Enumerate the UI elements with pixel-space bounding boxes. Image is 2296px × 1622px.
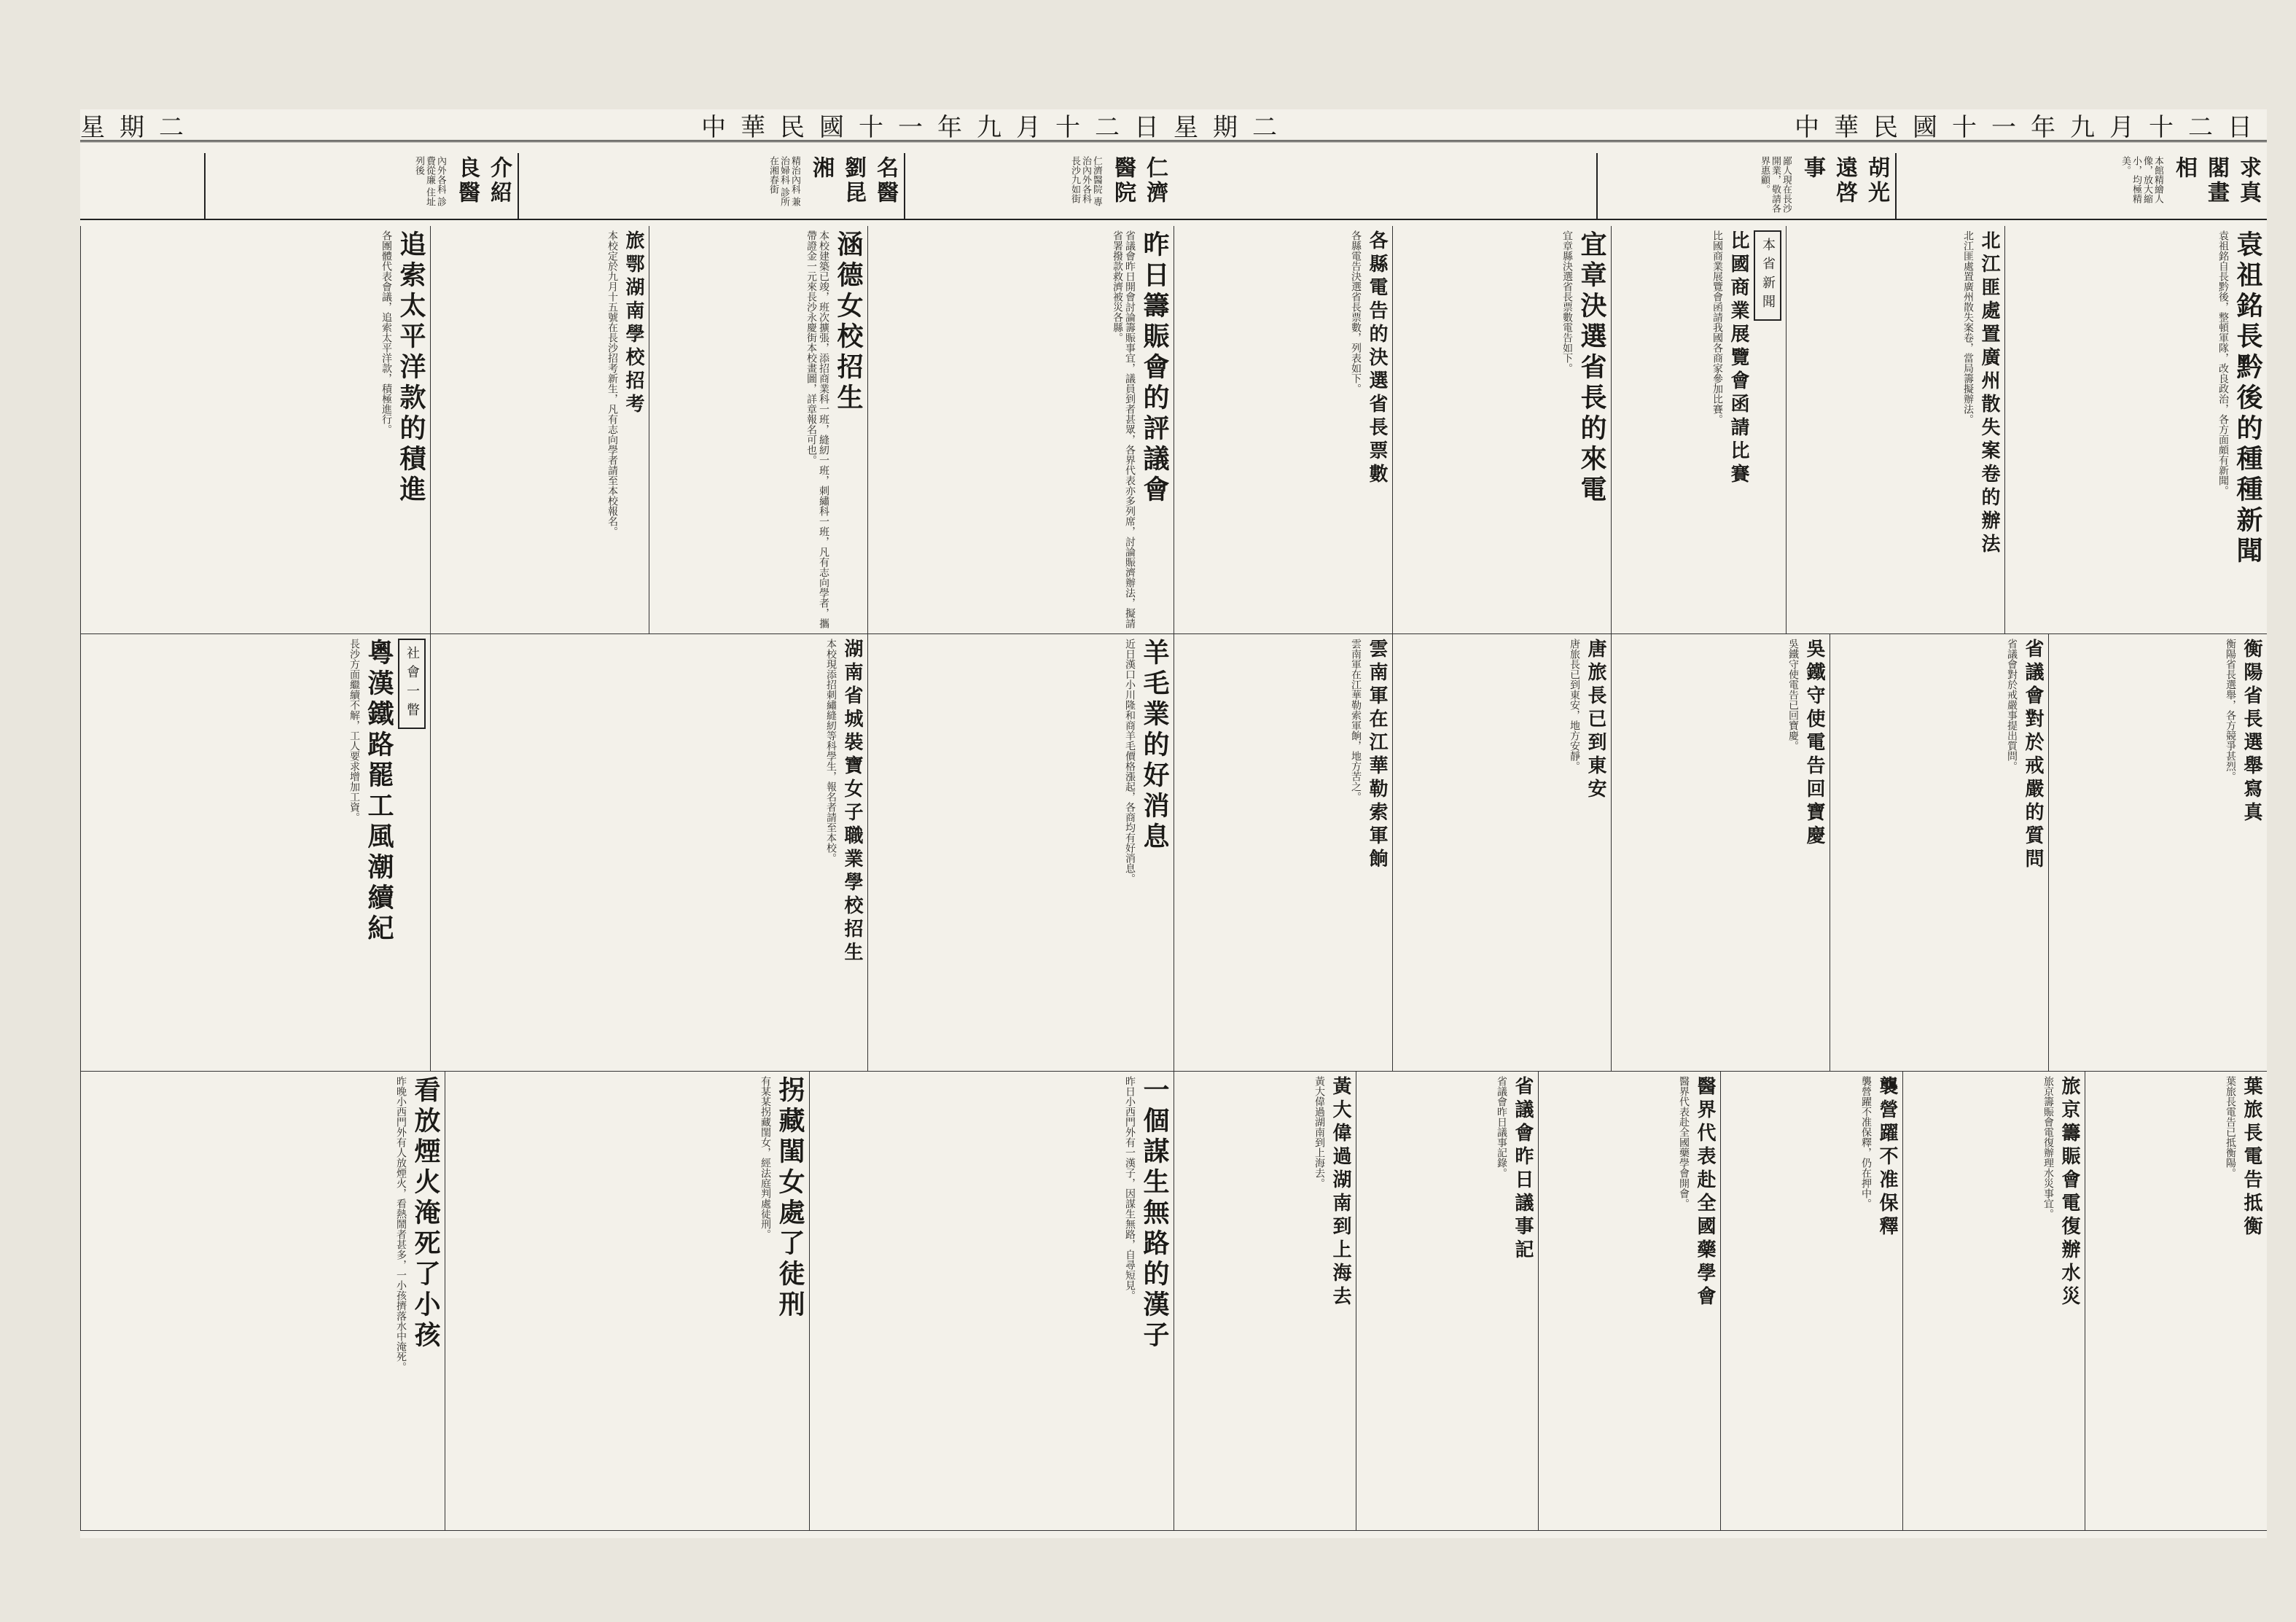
article: 省議會昨日議事記 省議會昨日議事記錄。 (1356, 1072, 1538, 1531)
article: 唐旅長已到東安 唐旅長已到東安，地方安靜。 (1392, 634, 1611, 1072)
article: 吳鐵守使電告回寶慶 吳鐵守使電告已回寶慶。 (1611, 634, 1830, 1072)
right-date: 中華民國十一年九月十二日 (1795, 112, 2267, 142)
ad-good-doctor: 介紹良醫 內外各科 診費從廉 住址列後 (204, 153, 518, 219)
article: 涵德女校招生 本校建築已竣，班次擴張，添招商業科一班，縫紉一班，刺繡科一班，凡有志向學者，攜帶證金一元來長沙永慶街本校畫圖，詳章報名可也。 (649, 226, 867, 634)
article: 看放煙火淹死了小孩 昨晚小西門外有人放煙火，看熱鬧者甚多，一小孩擠落水中淹死。 (80, 1072, 445, 1531)
article: 黃大偉過湖南到上海去 黃大偉過湖南到上海去。 (1174, 1072, 1356, 1531)
article: 旅京籌賑會電復辦水災 旅京籌賑會電復辦理水災事宜。 (1902, 1072, 2085, 1531)
article: 省議會對於戒嚴的質問 省議會對於戒嚴事提出質問。 (1830, 634, 2048, 1072)
section-label: 社會一瞥 (398, 639, 426, 729)
article: 宜章決選省長的來電 宜章縣決選省長票數電告如下。 (1392, 226, 1611, 634)
article: 追索太平洋款的積進 各團體代表會議，追索太平洋款，積極進行。 (80, 226, 430, 634)
article: 羊毛業的好消息 近日漢口小川隆和商羊毛價格漲起，各商均有好消息。 (867, 634, 1174, 1072)
left-date: 中華民國十一年九月十二日 (701, 112, 1174, 142)
article: 袁祖銘長黔後的種種新聞 袁祖銘自長黔後，整頓軍隊，改良政治，各方面頗有新聞。 (2004, 226, 2267, 634)
right-page (1174, 109, 2267, 1538)
article: 各縣電告的決選省長票數 各縣電告決選省長票數，列表如下。 (1174, 226, 1392, 634)
article: 湖南省城裝寶女子職業學校招生 本校現添招刺繡縫紉等科學生，報名者請至本校。 (430, 634, 867, 1072)
ad-hu-guangyuan: 胡光遠啓事 鄙人現在長沙開業，敬請各界惠顧。 (1596, 153, 1895, 219)
right-masthead (1174, 109, 2267, 142)
article: 拐藏閨女處了徒刑 有某某拐藏閨女，經法庭判處徒刑。 (445, 1072, 809, 1531)
right-body (1174, 226, 2267, 1531)
article: 本省新聞 比國商業展覽會函請比賽 比國商業展覽會函請我國各商家參加比賽。 (1611, 226, 1786, 634)
article: 社會一瞥 粵漢鐵路罷工風潮續紀 長沙方面繼續不解，工人要求增加工資。 (80, 634, 430, 1072)
left-page (80, 109, 1174, 1538)
article: 昨日籌賑會的評議會 省議會昨日開會討論籌賑事宜，議員到者甚眾，各界代表亦多列席，討論賑濟辦法，擬請省署撥款救濟被災各縣。 (867, 226, 1174, 634)
left-body (80, 226, 1174, 1531)
article: 一個謀生無路的漢子 昨日小西門外有一漢子，因謀生無路，自尋短見。 (809, 1072, 1174, 1531)
article: 葉旅長電告抵衡 葉旅長電告已抵衡陽。 (2085, 1072, 2267, 1531)
left-ad-bar (80, 153, 1174, 220)
article: 北江匪處置廣州散失案卷的辦法 北江匪處置廣州散失案卷，當局籌擬辦法。 (1786, 226, 2004, 634)
ad-renji-hospital: 仁濟醫院 仁濟醫院 專治內外各科 長沙九如街 (904, 153, 1174, 219)
article: 襲營躍不准保釋 襲營躍不准保釋，仍在押中。 (1720, 1072, 1902, 1531)
ad-liu-kunxiang: 名醫劉昆湘 精治內科 兼治婦科 診所在湘春街 (518, 153, 904, 219)
article: 衡陽省長選舉寫真 衡陽省長選舉，各方競爭甚烈。 (2048, 634, 2267, 1072)
section-label: 本省新聞 (1754, 230, 1781, 321)
article: 旅鄂湖南學校招考 本校定於九月十五號在長沙招考新生，凡有志向學者請至本校報名。 (430, 226, 649, 634)
article: 雲南軍在江華勒索軍餉 雲南軍在江華勒索軍餉，地方苦之。 (1174, 634, 1392, 1072)
article: 醫界代表赴全國藥學會 醫界代表赴全國藥學會開會。 (1538, 1072, 1720, 1531)
right-ad-bar (1174, 153, 2267, 220)
left-masthead (80, 109, 1174, 142)
right-weekday: 星期二 (1174, 112, 1292, 142)
left-weekday: 星期二 (80, 112, 198, 142)
ad-qiuzhen-studio: 求真閣畫相 本館精繪人像，放大縮小，均極精美。 (1895, 153, 2267, 219)
